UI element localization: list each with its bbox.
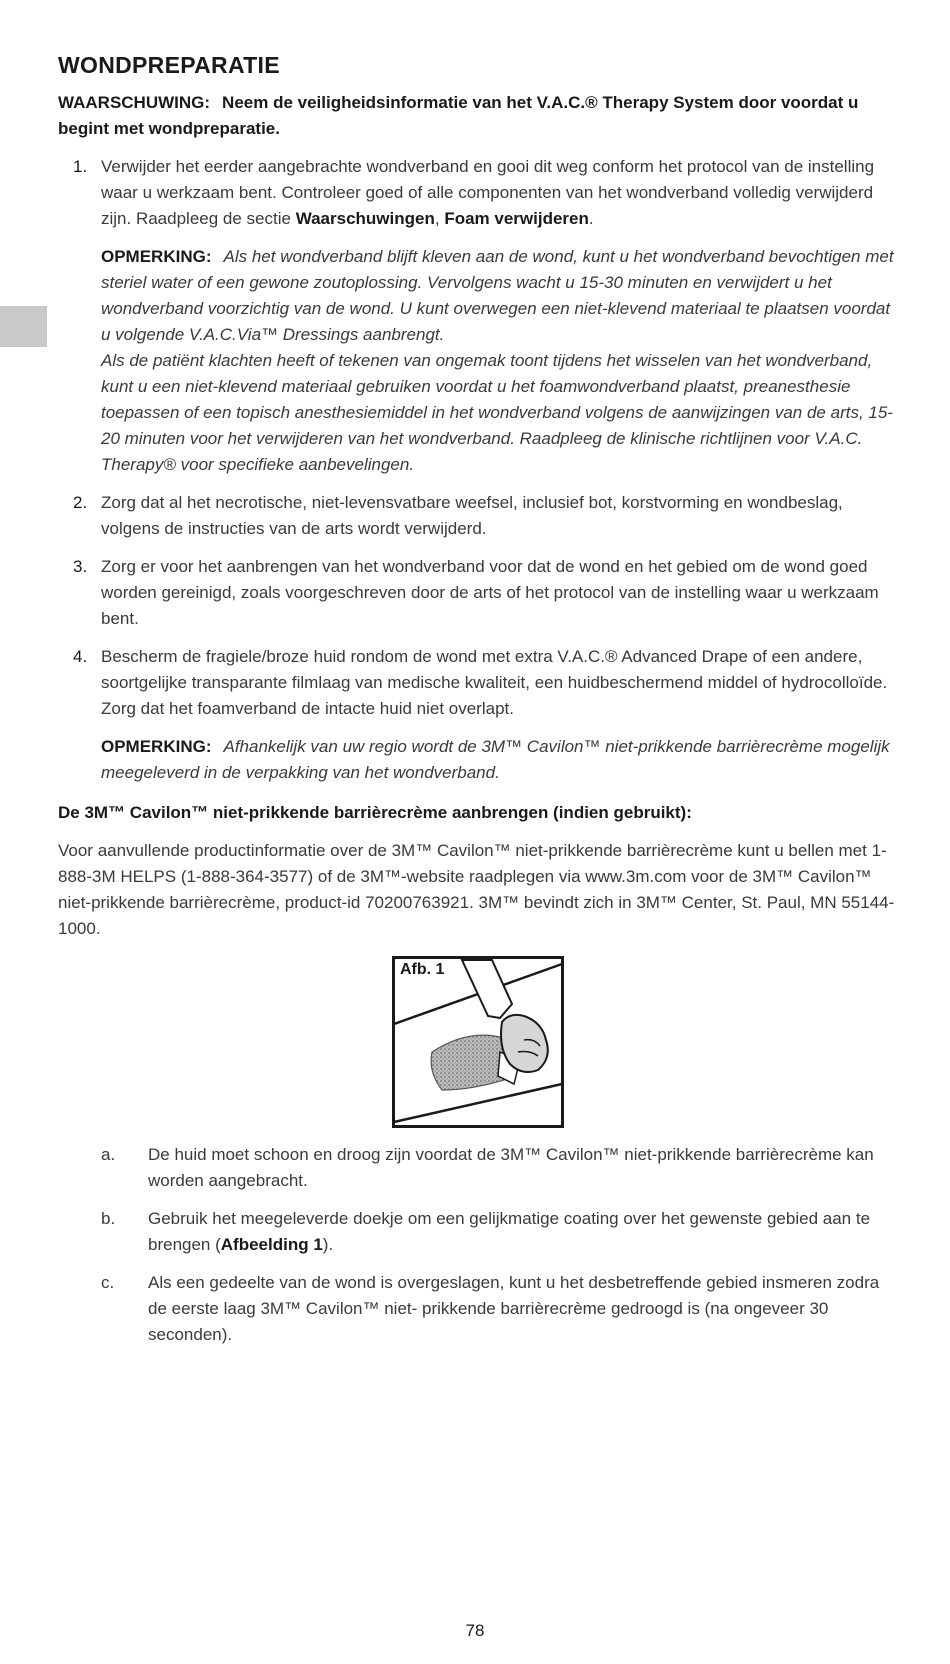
- step-item: [58, 644, 900, 786]
- step-number: 1.: [73, 157, 88, 176]
- section-tab-marker: [0, 306, 47, 347]
- step-end: .: [588, 209, 594, 228]
- substep-end: ).: [322, 1235, 334, 1254]
- substep-letter: c.: [101, 1273, 115, 1292]
- reference-warnings: Waarschuwingen: [295, 209, 435, 228]
- warning-text: Neem de veiligheidsinformatie van het V.A.C.® Therapy System door voordat u begint met wondpreparatie.: [58, 93, 859, 138]
- substep-text: Als een gedeelte van de wond is overgeslagen, kunt u het desbetreffende gebied insmeren zodra de eerste laag 3M™ Cavilon™ niet- prikkende barrièrecrème gedroogd is (na ongeveer 30 seconden).: [148, 1273, 880, 1344]
- substep-text: De huid moet schoon en droog zijn voordat de 3M™ Cavilon™ niet-prikkende barrièrecrème kan worden aangebracht.: [148, 1145, 874, 1190]
- page-title: WONDPREPARATIE: [58, 52, 280, 78]
- figure-reference: Afbeelding 1: [220, 1235, 323, 1254]
- hand-applying-wipe-illustration: [392, 956, 564, 1128]
- step-number: 3.: [73, 557, 88, 576]
- note-text: Afhankelijk van uw regio wordt de 3M™ Cavilon™ niet-prikkende barrièrecrème mogelijk meegeleverd in de verpakking van het wondverband.: [101, 737, 890, 782]
- substep-item: [101, 1142, 900, 1194]
- note-text-continued: Als de patiënt klachten heeft of tekenen van ongemak toont tijdens het wisselen van het wondverband, kunt u een niet-klevend materiaal gebruiken voordat u het foamwondverband plaatst, preanesthesie toepassen of een topisch anesthesiemiddel in het wondverband volgens de aanwijzingen van de arts, 15-20 minuten voor het verwijderen van het wondverband. Raadpleeg de klinische richtlijnen voor V.A.C. Therapy® voor specifieke aanbevelingen.: [101, 351, 893, 474]
- step-item: [58, 490, 900, 542]
- substep-item: [101, 1206, 900, 1258]
- step-text: Verwijder het eerder aangebrachte wondverband en gooi dit weg conform het protocol van de instelling waar u werkzaam bent. Controleer goed of alle componenten van het wondverband volledig verwijderd zijn. Raadpleeg de sectie: [101, 157, 875, 228]
- step-number: 4.: [73, 647, 88, 666]
- step-item: [58, 154, 900, 478]
- substep-item: [101, 1270, 900, 1348]
- step-text: Zorg er voor het aanbrengen van het wondverband voor dat de wond en het gebied om de wond goed worden gereinigd, zoals voorgeschreven door de arts of het protocol van de instelling waar u werkzaam bent.: [101, 557, 879, 628]
- step-item: [58, 554, 900, 632]
- warning-label: WAARSCHUWING:: [58, 93, 211, 112]
- figure-1: [392, 956, 564, 1128]
- page-number: 78: [465, 1621, 485, 1640]
- steps-list: [58, 154, 900, 786]
- section-subheading: De 3M™ Cavilon™ niet-prikkende barrièrecrème aanbrengen (indien gebruikt):: [58, 803, 692, 822]
- step-text: Zorg dat al het necrotische, niet-levensvatbare weefsel, inclusief bot, korstvorming en wondbeslag, volgens de instructies van de arts wordt verwijderd.: [101, 493, 843, 538]
- figure-label: Afb. 1: [400, 961, 445, 978]
- warning-block: [58, 90, 900, 142]
- step-number: 2.: [73, 493, 88, 512]
- substeps-list: [58, 1142, 900, 1348]
- substep-letter: b.: [101, 1209, 116, 1228]
- note-block: [101, 244, 900, 478]
- substep-letter: a.: [101, 1145, 116, 1164]
- note-block: [101, 734, 900, 786]
- substep-text: Gebruik het meegeleverde doekje om een gelijkmatige coating over het gewenste gebied aan te brengen (: [148, 1209, 871, 1254]
- note-text: Als het wondverband blijft kleven aan de wond, kunt u het wondverband bevochtigen met steriel water of een gewone zoutoplossing. Vervolgens wacht u 15-30 minuten en verwijdert u het wondverband voorzichtig van de wond. U kunt overwegen een niet-klevend materiaal te plaatsen voordat u volgende V.A.C.Via™ Dressings aanbrengt.: [101, 247, 894, 344]
- note-label: OPMERKING:: [101, 737, 212, 756]
- document-page: [58, 50, 900, 1360]
- step-text: Bescherm de fragiele/broze huid rondom de wond met extra V.A.C.® Advanced Drape of een andere, soortgelijke transparante filmlaag van medische kwaliteit, een huidbeschermend middel of hydrocolloïde. Zorg dat het foamverband de intacte huid niet overlapt.: [101, 647, 888, 718]
- separator: ,: [434, 209, 445, 228]
- product-info-paragraph: Voor aanvullende productinformatie over de 3M™ Cavilon™ niet-prikkende barrièrecrème kunt u bellen met 1-888-3M HELPS (1-888-364-3577) of de 3M™-website raadplegen via www.3m.com voor de 3M™ Cavilon™ niet-prikkende barrièrecrème, product-id 70200763921. 3M™ bevindt zich in 3M™ Center, St. Paul, MN 55144-1000.: [58, 841, 895, 938]
- reference-foam-removal: Foam verwijderen: [444, 209, 589, 228]
- note-label: OPMERKING:: [101, 247, 212, 266]
